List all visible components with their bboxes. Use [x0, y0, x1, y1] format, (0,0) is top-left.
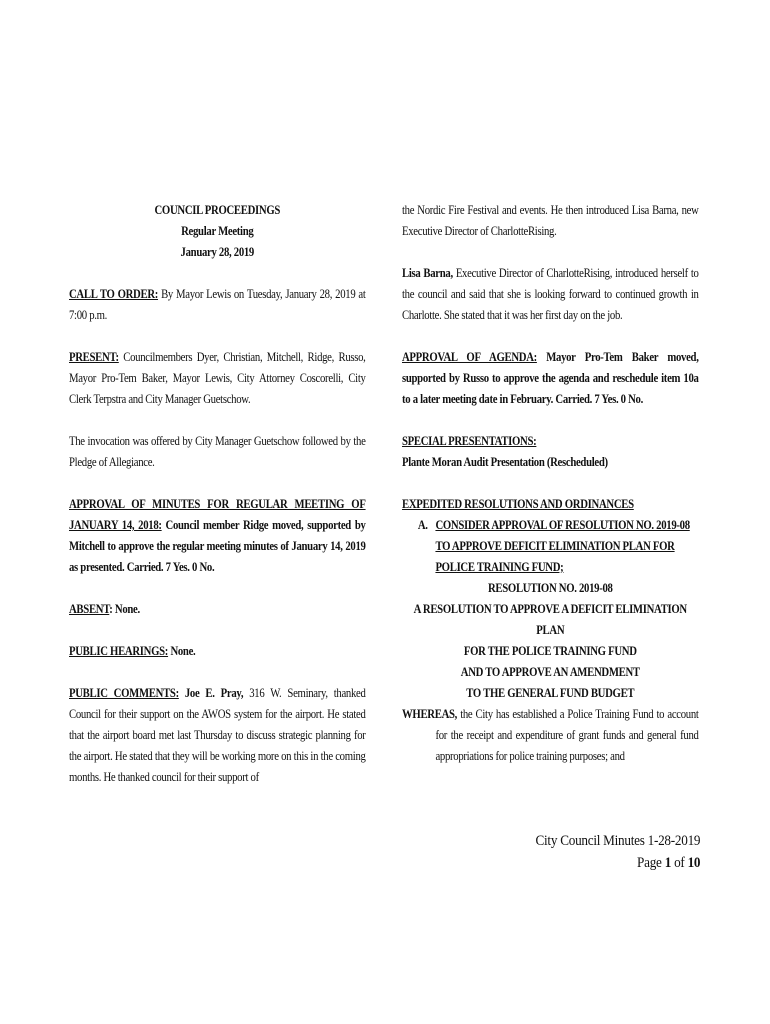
document-subtitle: Regular Meeting — [181, 224, 254, 238]
public-comments-speaker: Joe E. Pray, — [178, 686, 244, 700]
resolution-number: RESOLUTION NO. 2019-08 — [487, 581, 613, 595]
call-to-order-label: CALL TO ORDER: — [69, 287, 159, 301]
left-column — [69, 200, 366, 809]
public-comments-text: 316 W. Seminary, thanked Council for their support on the AWOS system for the airport. He stated that the airport board met last Thursday to discuss strategic planning for the airport. He stated that they will be working more on this in the coming months. He thanked council for their support of — [69, 686, 366, 784]
minutes-approval-paragraph — [69, 494, 366, 578]
barna-text: Executive Director of CharlotteRising, introduced herself to the council and said that she is looking forward to continued growth in Charlotte. She stated that it was her first day on the job. — [402, 266, 699, 322]
call-to-order-paragraph — [69, 284, 366, 326]
absent-label: ABSENT — [69, 602, 110, 616]
document-date: January 28, 2019 — [180, 245, 254, 259]
present-paragraph — [69, 347, 366, 410]
document-title: COUNCIL PROCEEDINGS — [154, 203, 281, 217]
invocation-paragraph: The invocation was offered by City Manager Guetschow followed by the Pledge of Allegiance. — [69, 434, 366, 469]
minutes-approval-text: Council member Ridge moved, supported by Mitchell to approve the regular meeting minutes of January 14, 2019 as presented. Carried. 7 Yes. 0 No. — [69, 518, 366, 574]
continued-comments-paragraph: the Nordic Fire Festival and events. He then introduced Lisa Barna, new Executive Director of CharlotteRising. — [402, 203, 699, 238]
resolution-item-a — [402, 515, 699, 578]
present-text: Councilmembers Dyer, Christian, Mitchell, Ridge, Russo, Mayor Pro-Tem Baker, Mayor Lewis, City Attorney Coscorelli, City Clerk Terpstra and City Manager Guetschow. — [69, 350, 366, 406]
whereas-paragraph — [402, 704, 699, 767]
expedited-section — [402, 494, 699, 704]
public-hearings-paragraph — [69, 641, 366, 662]
public-hearings-label: PUBLIC HEARINGS: — [69, 644, 169, 658]
special-presentations-label: SPECIAL PRESENTATIONS: — [402, 434, 537, 448]
page-current: 1 — [664, 855, 671, 871]
agenda-approval-text: Mayor Pro-Tem Baker moved, supported by Russo to approve the agenda and reschedule item 10a to a later meeting date in February. Carried. 7 Yes. 0 No. — [402, 350, 699, 406]
public-hearings-text: None. — [168, 644, 196, 658]
resolution-title-line-2: FOR THE POLICE TRAINING FUND — [463, 644, 637, 658]
minutes-approval-label: APPROVAL OF MINUTES FOR REGULAR MEETING OF JANUARY 14, 2018: — [69, 497, 366, 532]
agenda-approval-paragraph — [402, 347, 699, 410]
resolution-title-line-1: A RESOLUTION TO APPROVE A DEFICIT ELIMINATION PLAN — [413, 602, 687, 637]
barna-paragraph — [402, 263, 699, 326]
page-number — [535, 852, 700, 874]
page-of: of — [670, 855, 688, 871]
absent-paragraph — [69, 599, 366, 620]
right-column — [402, 200, 699, 767]
page-total: 10 — [687, 855, 700, 871]
item-a-text: CONSIDER APPROVAL OF RESOLUTION NO. 2019-08 TO APPROVE DEFICIT ELIMINATION PLAN FOR POLICE TRAINING FUND; — [435, 518, 690, 574]
public-comments-paragraph — [69, 683, 366, 788]
special-presentations-paragraph — [402, 431, 699, 473]
whereas-text: the City has established a Police Training Fund to account for the receipt and expenditure of grant funds and general fund appropriations for police training purposes; and — [435, 707, 699, 763]
present-label: PRESENT: — [69, 350, 119, 364]
resolution-title-line-4: TO THE GENERAL FUND BUDGET — [466, 686, 635, 700]
call-to-order-text: By Mayor Lewis on Tuesday, January 28, 2019 at 7:00 p.m. — [69, 287, 366, 322]
barna-name: Lisa Barna, — [402, 266, 453, 280]
page-prefix: Page — [636, 855, 665, 871]
agenda-approval-label: APPROVAL OF AGENDA: — [402, 350, 537, 364]
public-comments-label: PUBLIC COMMENTS: — [69, 686, 179, 700]
special-presentations-text: Plante Moran Audit Presentation (Rescheduled) — [402, 455, 608, 469]
whereas-label: WHEREAS, — [402, 707, 458, 721]
footer-doc-title: City Council Minutes 1-28-2019 — [535, 833, 700, 849]
document-header — [69, 200, 366, 263]
resolution-title-line-3: AND TO APPROVE AN AMENDMENT — [460, 665, 640, 679]
item-a-letter: A. — [417, 518, 428, 532]
page-footer — [535, 830, 700, 874]
expedited-label: EXPEDITED RESOLUTIONS AND ORDINANCES — [402, 497, 634, 511]
absent-text: : None. — [109, 602, 140, 616]
